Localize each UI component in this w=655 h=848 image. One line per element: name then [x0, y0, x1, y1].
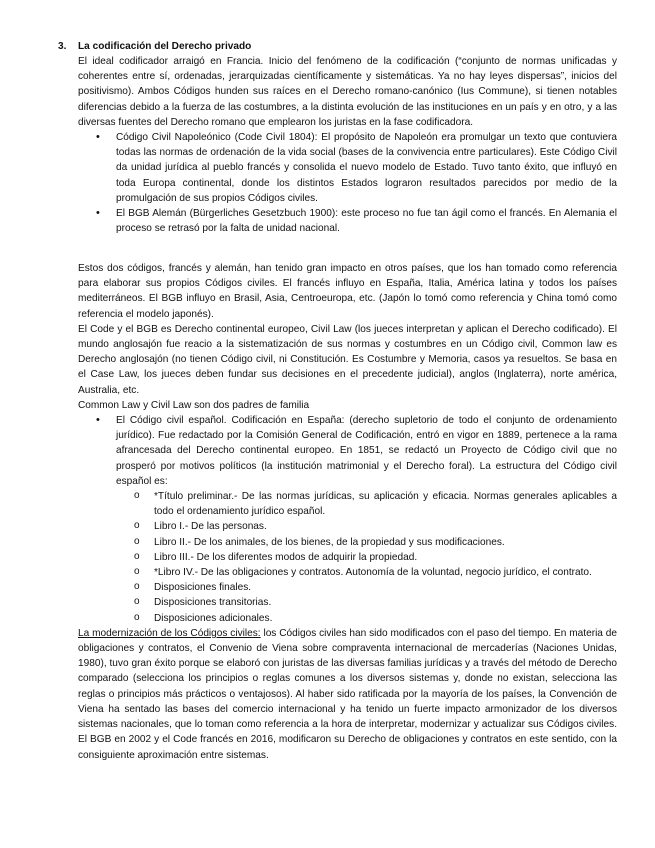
- modernization-label: La modernización de los Códigos civiles:: [78, 627, 261, 639]
- section-heading: [58, 39, 618, 54]
- structure-item: o Libro III.- De los diferentes modos de adquirir la propiedad.: [154, 550, 617, 565]
- section-body: [78, 54, 617, 236]
- structure-item: o Libro II.- De los animales, de los bienes, de la propiedad y sus modificaciones.: [154, 535, 617, 550]
- structure-item: o Disposiciones adicionales.: [154, 611, 617, 626]
- structure-item: o *Título preliminar.- De las normas jurídicas, su aplicación y eficacia. Normas generales aplicables a todo el ordenamiento jurídico español.: [154, 489, 617, 519]
- code-structure-list: [116, 489, 617, 626]
- structure-item: o Libro I.- De las personas.: [154, 519, 617, 534]
- list-item-bgb: • El BGB Alemán (Bürgerliches Gesetzbuch 1900): este proceso no fue tan ágil como el francés. En Alemania el proceso se retrasó por la falta de unidad nacional.: [116, 206, 617, 236]
- list-item-code-napoleon: • Código Civil Napoleónico (Code Civil 1804): El propósito de Napoleón era promulgar un texto que contuviera todas las normas de ordenación de la vida social (bases de la convivencia entre particulares). Este Código Civil da unidad jurídica al pueblo francés y consolida el nuevo modelo de Estado. Tuvo tanto éxito, que influyó en toda Europa continental, donde los distintos Estados lograron resultados parecidos por medio de la promulgación de sus propios Códigos civiles.: [116, 130, 617, 206]
- influence-paragraph: Estos dos códigos, francés y alemán, han tenido gran impacto en otros países, que los han tomado como referencia para elaborar sus propios Códigos civiles. El francés influyo en España, Italia, América latina y todos los países mediterráneos. El BGB influyo en Brasil, Asia, Centroeuropa, etc. (Japón lo tomó como referencia y China tomó como referencia el modelo japonés).: [78, 263, 617, 320]
- structure-item: o *Libro IV.- De las obligaciones y contratos. Autonomía de la voluntad, negocio jurídico, el contrato.: [154, 565, 617, 580]
- structure-item: o Disposiciones finales.: [154, 580, 617, 595]
- civil-law-paragraph: El Code y el BGB es Derecho continental europeo, Civil Law (los jueces interpretan y aplican el Derecho codificado). El mundo anglosajón fue reacio a la sistematización de sus normas y costumbres en un Código civil, Common law es Derecho anglosajón (no tienen Código civil, ni Constitución. Es Costumbre y Memoria, casos ya resueltos. Se basa en el Case Law, los jueces deben fundar sus decisiones en el precedente judicial), anglos (Inglaterra), norte américa, Australia, etc.: [78, 323, 617, 396]
- modernization-text: los Códigos civiles han sido modificados con el paso del tiempo. En materia de obligaciones y contratos, el Convenio de Viena sobre compraventa internacional de mercaderías (Naciones Unidas, 1980), tuvo gran éxito porque se elaboró con juristas de las diversas familias jurídicas y a través del método de Derecho comparado (selecciona los principios o reglas comunes a los diversos sistemas y, donde no existan, selecciona las reglas o principios más prácticos o ventajosos). Al haber sido ratificada por la mayoría de los países, la Convención de Viena ha sentado las bases del comercio internacional y ha tenido un fuerte impacto armonizador de los diversos sistemas nacionales, que lo toman como referencia a la hora de interpretar, modernizar y actualizar sus Códigos civiles. El BGB en 2002 y el Code francés en 2016, modificaron su Derecho de obligaciones y contratos en este sentido, con la consiguiente aproximación entre sistemas.: [78, 627, 618, 761]
- list-item-spanish-code: [116, 413, 617, 626]
- section-number: 3.: [58, 41, 67, 52]
- spanish-code-list: [78, 413, 617, 626]
- section-title: La codificación del Derecho privado: [78, 41, 252, 52]
- modernization-paragraph: [78, 626, 617, 763]
- spanish-code-text: El Código civil español. Codificación en España: (derecho supletorio de todo el conjunto de ordenamiento jurídico). Fue redactado por la Comisión General de Codificación, entró en vigor en 1889, pertenece a la rama afrancesada del Derecho continental europeo. En 1851, se redactó un Proyecto de Código civil que no prosperó por motivos políticos (la institución matrimonial y el Derecho foral). La estructura del Código civil español es:: [116, 415, 617, 487]
- intro-paragraph: El ideal codificador arraigó en Francia. Inicio del fenómeno de la codificación (“conjunto de normas unificadas y coherentes entre sí, ordenadas, jerarquizadas científicamente y sistemáticas. Ya no hay leyes dispersas”, inicios del positivismo). Ambos Códigos hunden sus raíces en el Derecho romano-canónico (Ius Commune), si tienen notables diferencias debido a la fuerza de las costumbres, a la distinta evolución de las instituciones en un país y en otro, y a las diversas fuentes del Derecho romano que emplearon los juristas en la fase codificadora.: [78, 56, 617, 128]
- fathers-line: Common Law y Civil Law son dos padres de familia: [78, 399, 310, 411]
- main-body: [78, 261, 617, 763]
- structure-item: o Disposiciones transitorias.: [154, 595, 617, 610]
- codes-list: [78, 130, 617, 236]
